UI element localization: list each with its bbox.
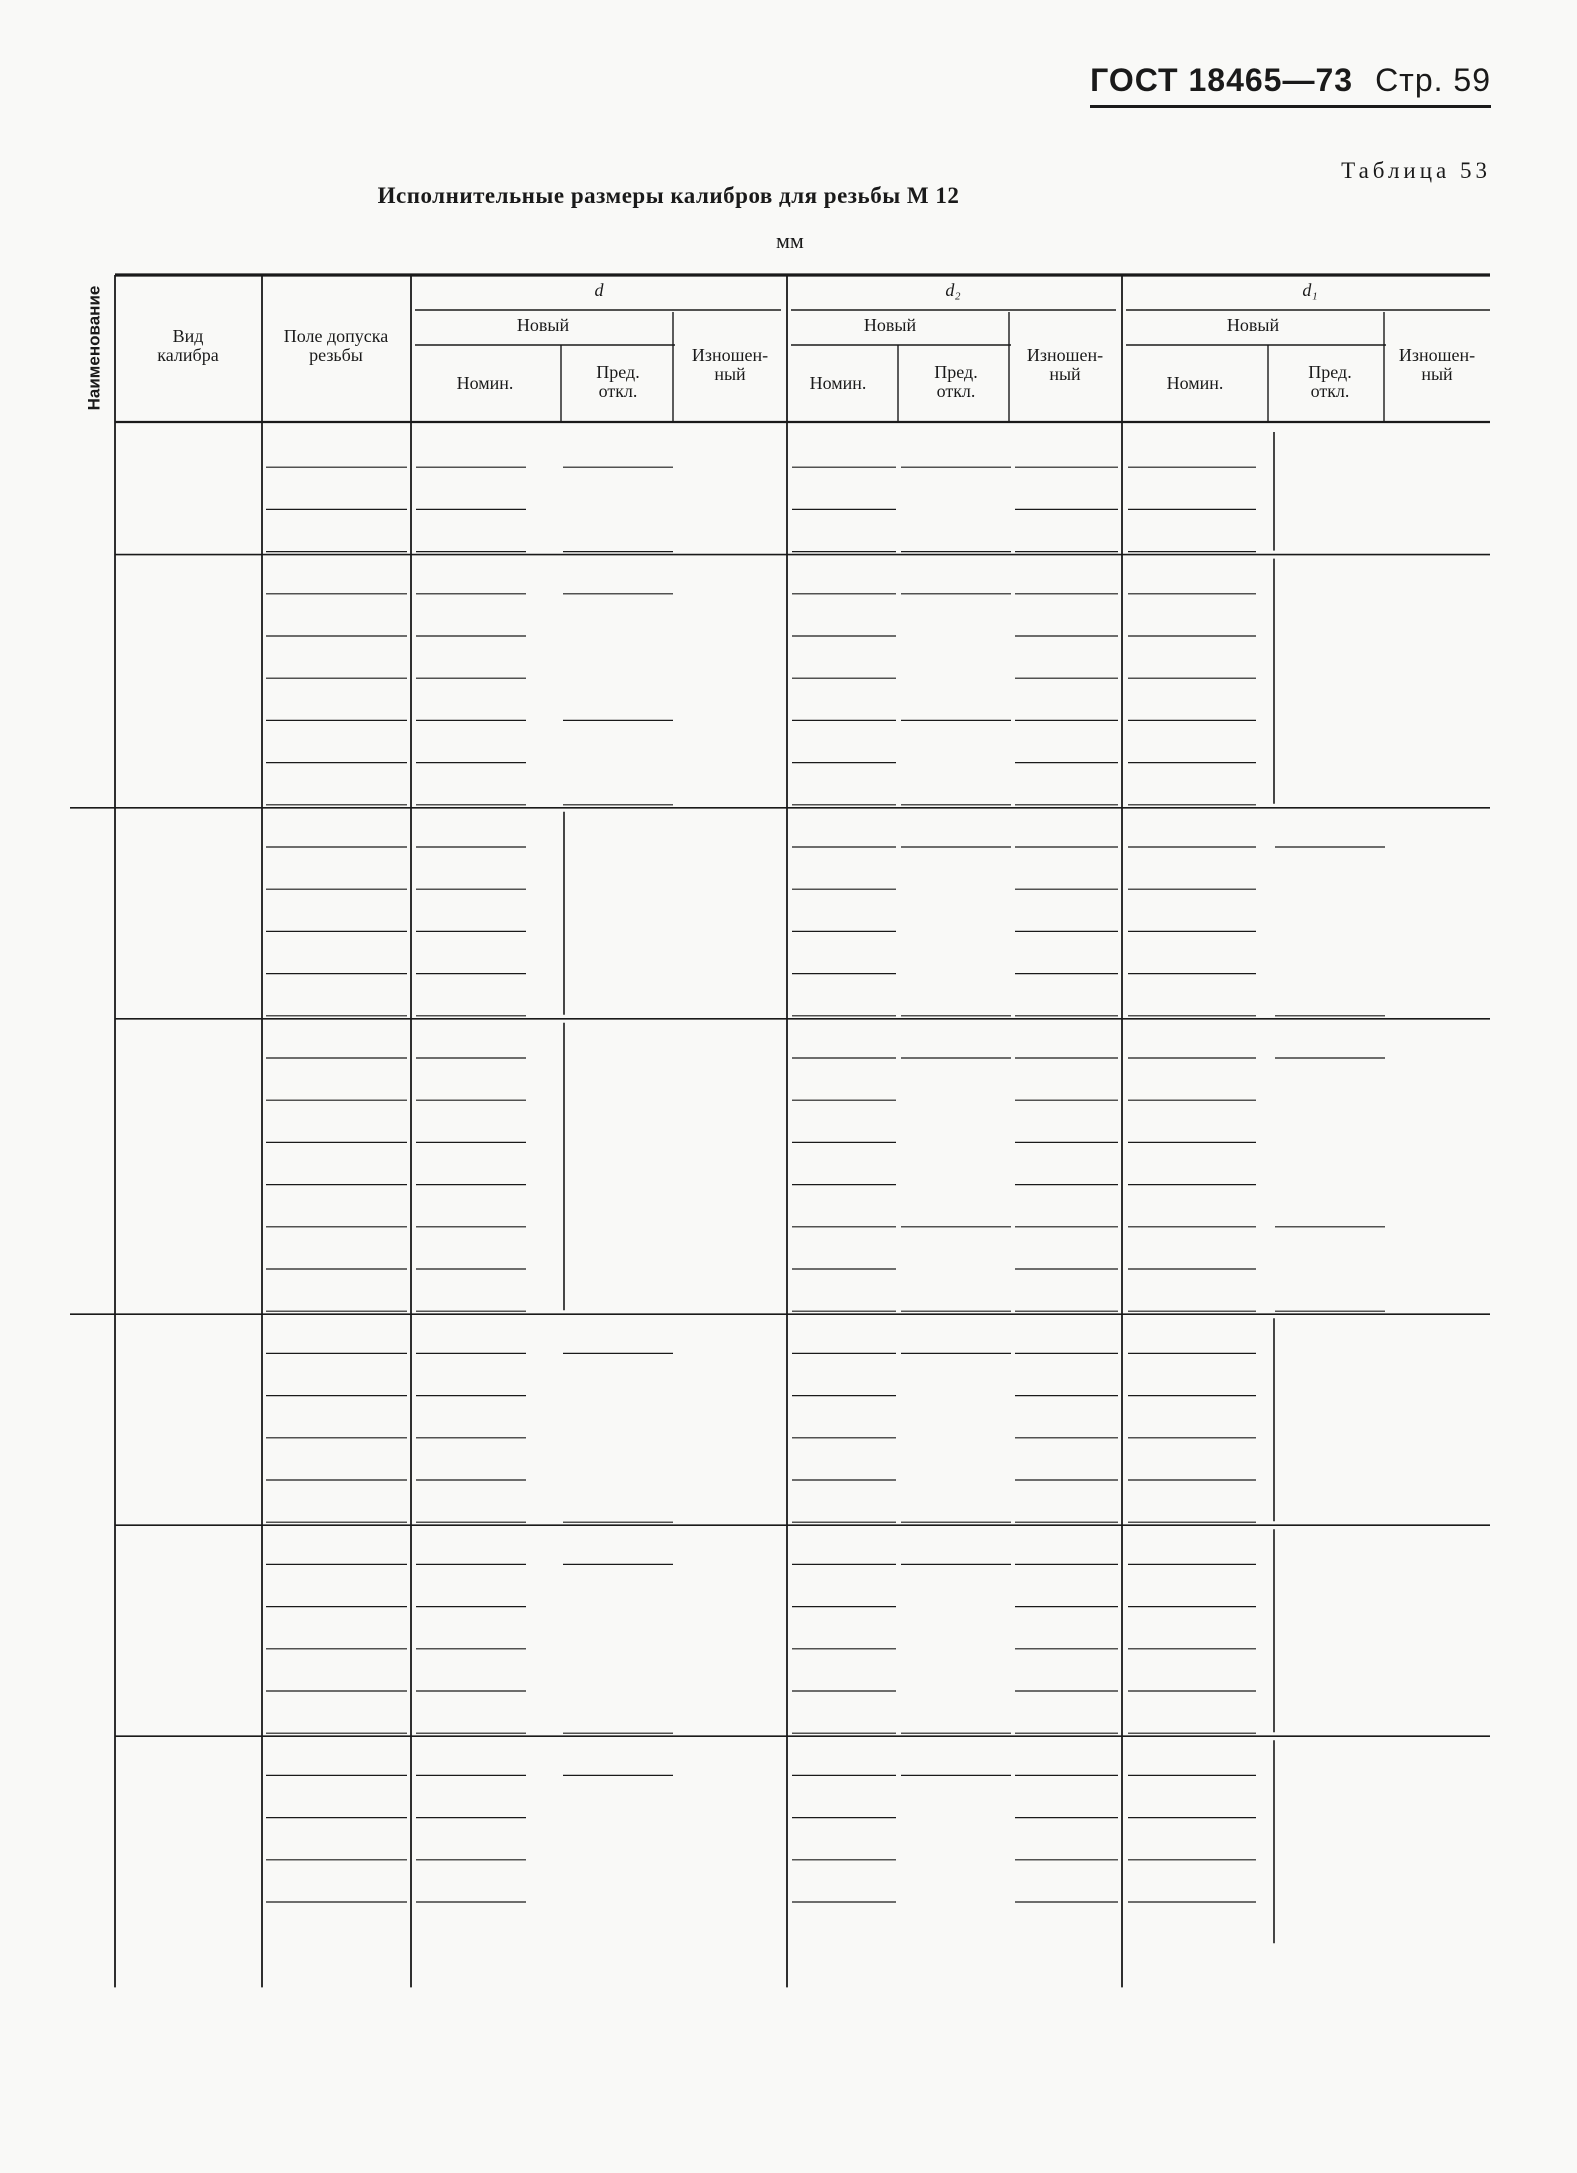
col-dev-d2-header-line1: Пред. — [934, 362, 978, 383]
col-dev-d-header-line2: откл. — [598, 381, 638, 402]
col-dev-d1-header-line2: откл. — [1310, 381, 1350, 402]
table-label: Таблица 53 — [1341, 158, 1491, 183]
col-worn-d1-header-line2: ный — [1421, 364, 1453, 385]
col-type-header-line1: Вид — [172, 326, 204, 347]
col-name-header: Наименование — [84, 285, 104, 411]
col-field-header-line1: Поле допуска — [283, 326, 389, 347]
col-dev-d-header-line1: Пред. — [596, 362, 640, 383]
col-field-header-line2: резьбы — [309, 345, 363, 366]
col-dev-d1-header-line1: Пред. — [1308, 362, 1352, 383]
gost-number: ГОСТ 18465—73 — [1090, 62, 1354, 98]
col-worn-d2-header-line2: ный — [1049, 364, 1081, 385]
col-dev-d2-header-line2: откл. — [936, 381, 976, 402]
col-new-d-header: Новый — [516, 315, 570, 336]
col-d-header: d — [594, 280, 604, 301]
col-nom-d1-header: Номин. — [1166, 373, 1224, 394]
col-worn-d-header-line1: Изношен- — [691, 345, 769, 366]
page-number: Стр. 59 — [1375, 62, 1491, 98]
col-nom-d-header: Номин. — [456, 373, 514, 394]
col-d2-header: d₂ — [945, 280, 961, 301]
col-nom-d2-header: Номин. — [809, 373, 867, 394]
col-new-d2-header: Новый — [863, 315, 917, 336]
col-worn-d-header-line2: ный — [714, 364, 746, 385]
table-title-text: Исполнительные размеры калибров для резьбы М 12 — [377, 183, 960, 208]
col-worn-d2-header-line1: Изношен- — [1026, 345, 1104, 366]
col-d1-header: d₁ — [1302, 280, 1318, 301]
col-worn-d1-header-line1: Изношен- — [1398, 345, 1476, 366]
col-new-d1-header: Новый — [1226, 315, 1280, 336]
table-unit: мм — [776, 228, 804, 253]
col-type-header-line2: калибра — [157, 345, 219, 366]
